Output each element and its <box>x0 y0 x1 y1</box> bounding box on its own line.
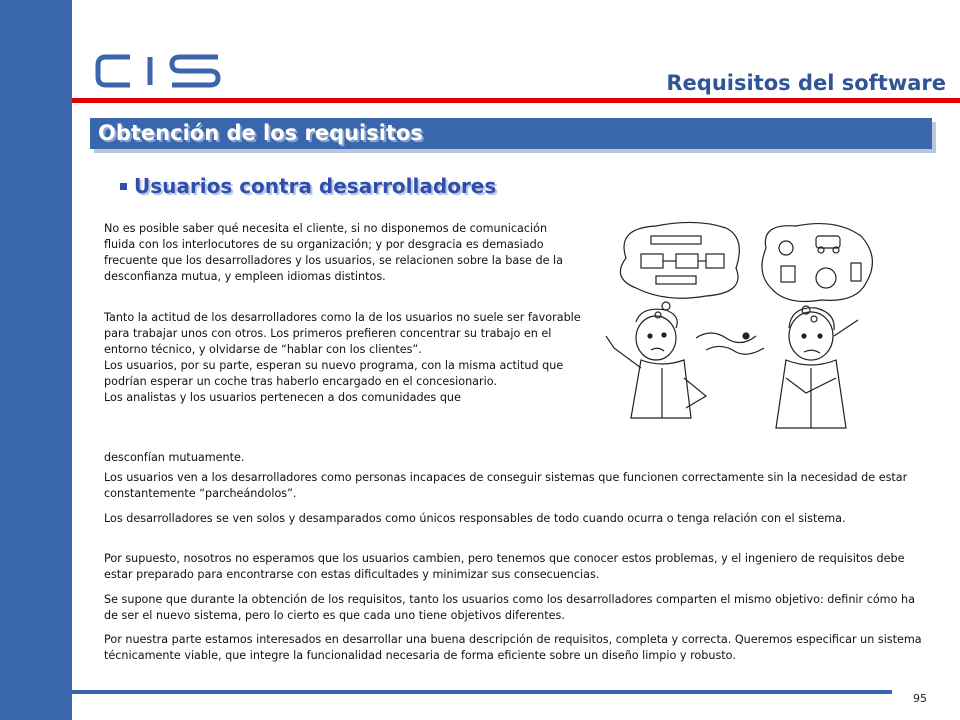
paragraph-2a: Tanto la actitud de los desarrolladores como la de los usuarios no suele ser favorable para trabajar unos con otros. Los primeros prefieren concentrar su trabajo en el entorno técnico, y olvidarse de “hablar con los clientes”. <box>104 311 581 356</box>
paragraph-3: desconfían mutuamente. <box>104 451 245 464</box>
header-divider <box>72 98 960 103</box>
paragraph-2c: Los analistas y los usuarios pertenecen a dos comunidades que <box>104 391 461 404</box>
subsection-title: Usuarios contra desarrolladores <box>134 174 497 198</box>
page-number: 95 <box>913 692 927 705</box>
header-title: Requisitos del software <box>666 71 946 95</box>
paragraph-1: No es posible saber qué necesita el cliente, si no disponemos de comunicación fluida con los interlocutores de su organización; y por desgracia es demasiado frecuente que los desarrolladores y los usuarios, se relacionen sobre la base de la desconfianza mutua, y empleen idiomas distintos. <box>104 222 563 283</box>
paragraph-8: Por nuestra parte estamos interesados en desarrollar una buena descripción de requisitos, completa y correcta. Queremos especificar un sistema técnicamente viable, que integre la funcionalidad necesaria de forma eficiente sobre un diseño limpio y robusto. <box>104 633 922 662</box>
paragraph-2b: Los usuarios, por su parte, esperan su nuevo programa, con la misma actitud que podrían esperar un coche tras haberlo encargado en el concesionario. <box>104 359 564 388</box>
paragraph-6: Por supuesto, nosotros no esperamos que los usuarios cambien, pero tenemos que conocer estos problemas, y el ingeniero de requisitos debe estar preparado para encontrarse con estas dificultades y minimizar sus consecuencias. <box>104 552 905 581</box>
paragraph-5: Los desarrolladores se ven solos y desamparados como únicos responsables de todo cuando ocurra o tenga relación con el sistema. <box>104 512 846 525</box>
paragraph-2 <box>104 310 584 406</box>
paragraph-4: Los usuarios ven a los desarrolladores como personas incapaces de conseguir sistemas que funcionen correctamente sin la necesidad de estar constantemente “parcheándolos”. <box>104 471 908 500</box>
paragraph-7: Se supone que durante la obtención de los requisitos, tanto los usuarios como los desarrolladores comparten el mismo objetivo: definir cómo ha de ser el nuevo sistema, pero lo cierto es que cada uno tiene objetivos diferentes. <box>104 593 915 622</box>
left-sidebar-bar <box>0 0 72 720</box>
developers-vs-users-cartoon <box>596 218 886 436</box>
cis-logo <box>94 52 224 90</box>
section-banner: Obtención de los requisitos <box>90 118 932 149</box>
bullet-icon <box>120 183 127 190</box>
footer-bar <box>72 690 892 694</box>
